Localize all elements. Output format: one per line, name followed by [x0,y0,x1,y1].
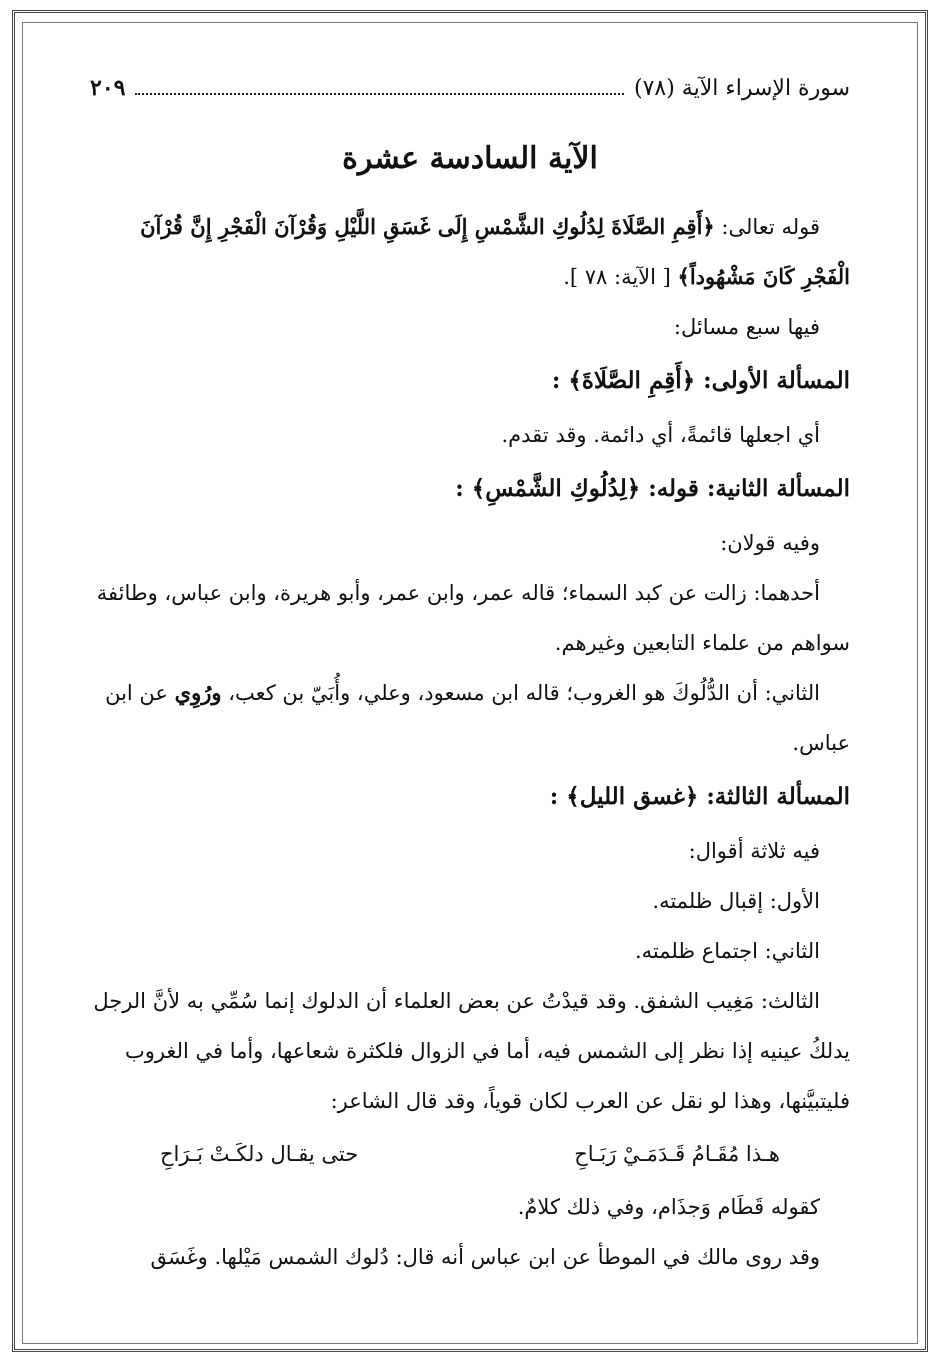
intro-verse: ﴿أَقِمِ الصَّلَاةَ لِدُلُوكِ الشَّمْسِ إِلَى غَسَقِ اللَّيْلِ وَقُرْآنَ الْفَجْرِ إِنَّ قُرْآنَ الْفَجْرِ كَانَ مَشْهُوداً﴾ [140,214,850,289]
issue-3-heading [90,768,850,826]
second-opinion-narrated: ورُوِي [174,680,222,705]
verse-first-hemistich: هـذا مُقَـامُ قَـدَمَـيْ رَبَـاحِ [574,1142,780,1166]
second-opinion-source: عن ابن عباس. [105,681,850,755]
issue-3-intro: فيه ثلاثة أقوال: [688,839,820,863]
issue-1-verse: ﴿أَقِمِ الصَّلَاةَ﴾ [568,367,696,394]
running-header [90,70,850,107]
after-verse-text: كقوله قَطَام وَجذَام، وفي ذلك كلامٌ. [517,1195,820,1219]
issue-1-label: المسألة الأولى: [703,367,850,394]
issue-3-label: المسألة الثالثة: [706,783,850,810]
issue-1-text: أي اجعلها قائمةً، أي دائمة. وقد تقدم. [501,423,820,447]
page-number: ٢٠٩ [90,75,126,101]
intro-paragraph [90,202,850,302]
issue-2-intro: وفيه قولان: [720,531,820,555]
intro-lead: قوله تعالى: [721,215,820,239]
issue-2-first-opinion: أحدهما: زالت عن كبد السماء؛ قاله عمر، وابن عمر، وأبو هريرة، وابن عباس، وطائفة سواهم من علماء التابعين وغيرهم. [96,581,850,655]
intro-ref: [ الآية: ٧٨ ]. [563,265,671,289]
issue-3-third-opinion: الثالث: مَغِيب الشفق. وقد قيدْتُ عن بعض العلماء أن الدلوك إنما سُمِّي به لأنَّ الرجل يدلكُ عينيه إذا نظر إلى الشمس فيه، أما في الزوال فلكثرة شعاعها، وأما في الغروب فليتبيَّنها، وهذا لو نقل عن العرب لكان قوياً، وقد قال الشاعر: [93,989,850,1113]
issue-2-second-opinion [90,668,850,768]
issues-count: فيها سبع مسائل: [673,315,820,339]
verse-second-hemistich: حتى يقـال دلكَـتْ بَـرَاحِ [160,1142,359,1166]
issue-1-heading [90,352,850,410]
closing-text: وقد روى مالك في الموطأ عن ابن عباس أنه قال: دُلوك الشمس مَيْلها. وغَسَق [150,1245,820,1269]
header-dots [135,93,624,95]
issue-3-second-opinion: الثاني: اجتماع ظلمته. [634,939,820,963]
surah-reference: سورة الإسراء الآية (٧٨) [633,76,850,101]
issue-3-first-opinion: الأول: إقبال ظلمته. [652,889,820,913]
issue-2-colon: : [455,475,464,502]
issue-1-colon: : [551,367,561,394]
issue-3-colon: : [549,783,559,810]
issue-2-verse: ﴿لِدُلُوكِ الشَّمْسِ﴾ [471,475,641,502]
book-page [90,70,850,1282]
issue-2-heading [90,460,850,518]
second-opinion-main: الثاني: أن الدُّلُوكَ هو الغروب؛ قاله ابن مسعود، وعلي، وأُبَيّ بن كعب، [228,681,820,705]
issue-3-verse: ﴿غسق الليل﴾ [566,783,699,810]
poetry-verse [90,1126,850,1182]
section-title: الآية السادسة عشرة [342,141,598,176]
issue-2-label: المسألة الثانية: قوله: [648,475,850,502]
